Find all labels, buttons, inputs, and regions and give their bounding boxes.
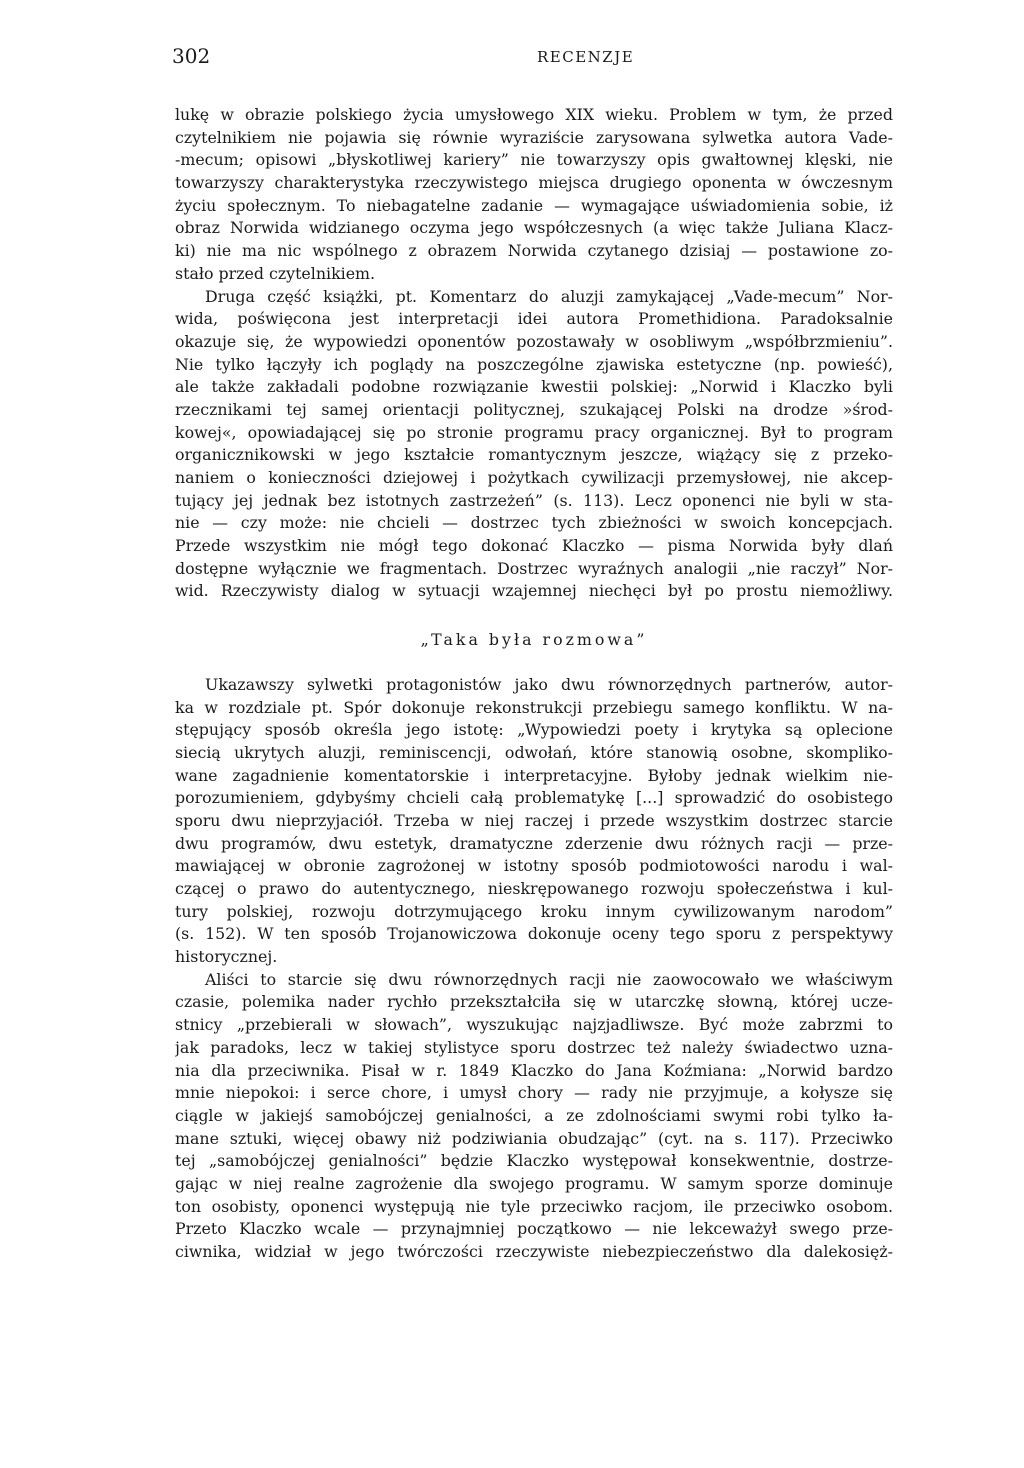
text-line: organicznikowski w jego kształcie romantycznym jeszcze, wiążący się z przeko-: [175, 445, 893, 465]
page-number: 302: [172, 44, 211, 68]
text-line: czasie, polemika nader rychło przekształciła się w utarczkę słowną, której ucze-: [175, 992, 893, 1012]
text-line: ki) nie ma nic wspólnego z obrazem Norwida czytanego dzisiaj — postawione zo-: [175, 241, 893, 261]
text-line: towarzyszy charakterystyka rzeczywistego miejsca drugiego oponenta w ówczesnym: [175, 173, 893, 193]
text-line: stało przed czytelnikiem.: [175, 263, 376, 283]
text-line: Ukazawszy sylwetki protagonistów jako dwu równorzędnych partnerów, autor-: [205, 674, 893, 694]
text-line: nia dla przeciwnika. Pisał w r. 1849 Klaczko do Jana Koźmiana: „Norwid bardzo: [175, 1060, 893, 1080]
text-line: -mecum; opisowi „błyskotliwej kariery” nie towarzyszy opis gwałtownej klęski, nie: [175, 150, 893, 170]
text-line: stnicy „przebierali w słowach”, wyszukując najzjadliwsze. Być może zabrzmi to: [175, 1015, 893, 1035]
text-line: sporu dwu nieprzyjaciół. Trzeba w niej raczej i przede wszystkim dostrzec starcie: [175, 810, 893, 830]
text-line: dostępne wyłącznie we fragmentach. Dostrzec wyraźnych analogii „nie raczył” Nor-: [175, 558, 893, 578]
text-line: naniem o konieczności dziejowej i pożytkach cywilizacji przemysłowej, nie akcep-: [175, 468, 893, 487]
text-line: wane zagadnienie komentatorskie i interpretacyjne. Byłoby jednak wielkim nie-: [175, 765, 893, 785]
running-head: RECENZJE: [537, 48, 635, 66]
paragraph-4: [175, 969, 893, 1264]
text-line: kowej«, opowiadającej się po stronie programu pracy organicznej. Był to program: [175, 422, 893, 442]
text-line: mawiającej w obronie zagrożonej w istotny sposób podmiotowości narodu i wal-: [175, 856, 893, 876]
text-line: rzecznikami tej samej orientacji politycznej, szukającej Polski na drodze »środ-: [175, 399, 893, 419]
paragraph-1: [175, 104, 893, 286]
text-line: ciągle w jakiejś samobójczej genialności, a ze zdolnościami swymi robi tylko ła-: [175, 1105, 893, 1125]
text-line: wid. Rzeczywisty dialog w sytuacji wzajemnej niechęci był po prostu niemożliwy.: [175, 581, 893, 601]
text-line: dwu programów, dwu estetyk, dramatyczne zderzenie dwu różnych racji — prze-: [175, 833, 893, 853]
text-line: Przede wszystkim nie mógł tego dokonać Klaczko — pisma Norwida były dlań: [175, 536, 893, 556]
text-line: Aliści to starcie się dwu równorzędnych racji nie zaowocowało we właściwym: [205, 969, 893, 989]
paragraph-2: [175, 286, 893, 604]
text-line: ciwnika, widział w jego twórczości rzeczywiste niebezpieczeństwo dla dalekosięż-: [175, 1242, 893, 1261]
text-line: tujący jej jednak bez istotnych zastrzeżeń” (s. 113). Lecz oponenci nie byli w sta-: [175, 490, 893, 510]
text-line: okazuje się, że wypowiedzi oponentów pozostawały w osobliwym „współbrzmieniu”.: [175, 331, 893, 351]
text-line: lukę w obrazie polskiego życia umysłowego XIX wieku. Problem w tym, że przed: [175, 105, 893, 124]
text-line: czytelnikiem nie pojawia się równie wyraziście zarysowana sylwetka autora Vade-: [175, 127, 893, 147]
text-line: tury polskiej, rozwoju dotrzymującego kroku innym cywilizowanym narodom”: [175, 901, 893, 921]
text-line: ka w rozdziale pt. Spór dokonuje rekonstrukcji przebiegu samego konfliktu. W na-: [175, 697, 893, 717]
text-line: nie — czy może: nie chcieli — dostrzec tych zbieżności w swoich koncepcjach.: [175, 513, 893, 533]
text-line: porozumieniem, gdybyśmy chcieli całą problematykę [...] sprowadzić do osobistego: [175, 788, 893, 808]
text-line: gając w niej realne zagrożenie dla swojego programu. W samym sporze dominuje: [175, 1173, 893, 1193]
text-line: Nie tylko łączyły ich poglądy na poszczególne zjawiska estetyczne (np. powieść),: [175, 354, 893, 374]
text-line: mnie niepokoi: i serce chore, i umysł chory — rady nie przyjmuje, a kołysze się: [175, 1083, 893, 1103]
paragraph-3: [175, 674, 893, 969]
page-header: [0, 44, 1024, 70]
text-line: jak paradoks, lecz w takiej stylistyce sporu dostrzec też należy świadectwo uzna-: [175, 1037, 893, 1057]
text-line: tej „samobójczej genialności” będzie Klaczko występował konsekwentnie, dostrze-: [175, 1151, 893, 1171]
text-line: wida, poświęcona jest interpretacji idei autora Promethidiona. Paradoksalnie: [175, 309, 893, 329]
text-line: ton osobisty, oponenci występują nie tyle przeciwko racjom, ile przeciwko osobom.: [175, 1196, 893, 1216]
text-line: siecią ukrytych aluzji, reminiscencji, odwołań, które stanowią osobne, skompliko-: [175, 742, 893, 762]
text-line: mane sztuki, więcej obawy niż podziwiania obudzając” (cyt. na s. 117). Przeciwko: [175, 1128, 893, 1148]
text-line: Przeto Klaczko wcale — przynajmniej początkowo — nie lekceważył swego prze-: [175, 1219, 893, 1239]
text-line: Druga część książki, pt. Komentarz do aluzji zamykającej „Vade-mecum” Nor-: [205, 286, 893, 306]
text-line: obraz Norwida widzianego oczyma jego współczesnych (a więc także Juliana Klacz-: [175, 218, 893, 238]
text-line: życiu społecznym. To niebagatelne zadanie — wymagające uświadomienia sobie, iż: [175, 195, 893, 215]
text-line: historycznej.: [175, 947, 278, 967]
text-line: ale także zakładali podobne rozwiązanie kwestii polskiej: „Norwid i Klaczko byli: [175, 377, 893, 397]
section-title: „Taka była rozmowa”: [420, 630, 648, 650]
text-line: stępujący sposób określa jego istotę: „Wypowiedzi poety i krytyka są oplecione: [175, 720, 893, 740]
text-line: (s. 152). W ten sposób Trojanowiczowa dokonuje oceny tego sporu z perspektywy: [175, 924, 893, 944]
text-line: czącej o prawo do autentycznego, nieskrępowanego rozwoju społeczeństwa i kul-: [175, 879, 893, 898]
body-text: [175, 104, 893, 1264]
